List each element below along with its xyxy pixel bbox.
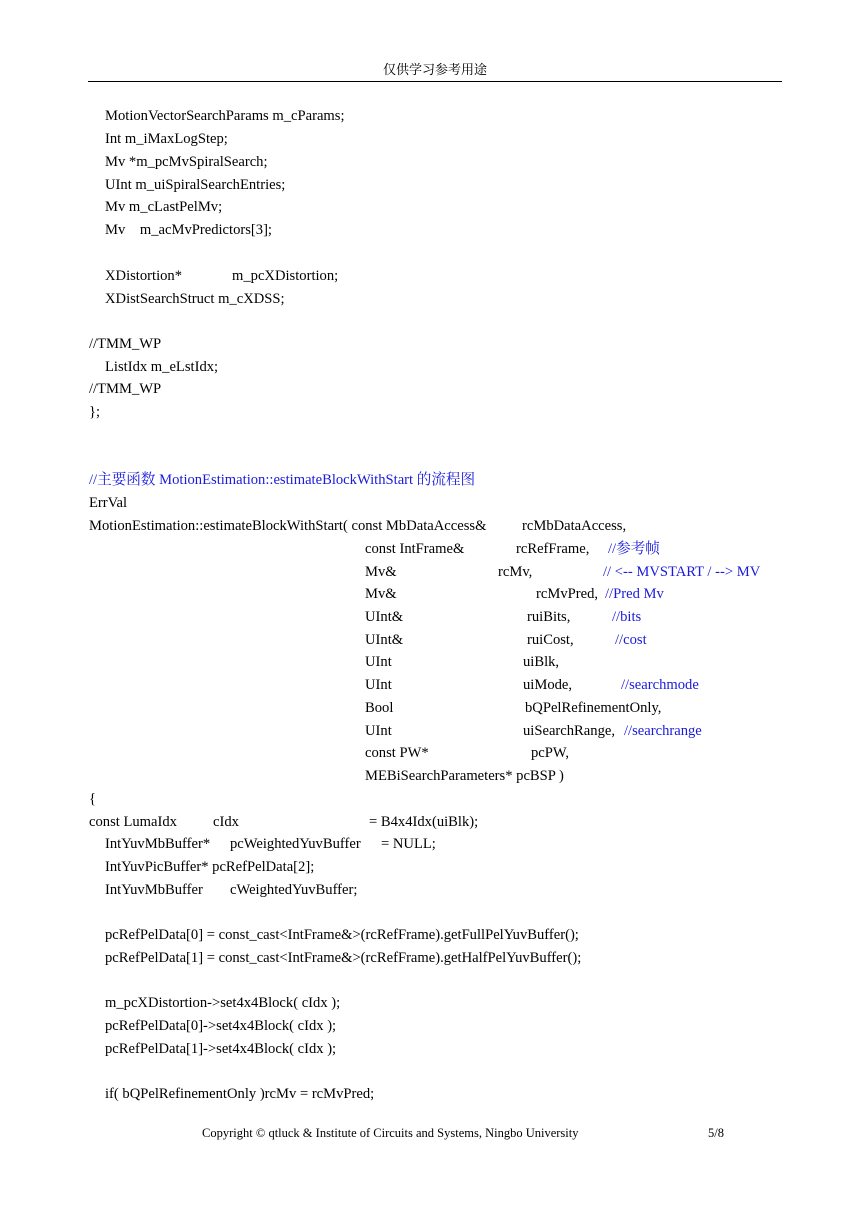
code-token: rcMbDataAccess, (522, 518, 627, 534)
param-name: rcMv, (498, 564, 533, 580)
param-type: UInt (365, 654, 392, 670)
code-token: = B4x4Idx(uiBlk); (369, 814, 479, 830)
code-token: = NULL; (381, 836, 436, 852)
param-type: MEBiSearchParameters* pcBSP ) (365, 768, 564, 784)
param-name: ruiBits, (527, 609, 571, 625)
code-line: Mv *m_pcMvSpiralSearch; (105, 154, 268, 170)
code-token: pcWeightedYuvBuffer (230, 836, 361, 852)
code-comment: //bits (612, 609, 642, 625)
code-line: pcRefPelData[0] = const_cast<IntFrame&>(rcRefFrame).getFullPelYuvBuffer(); (105, 927, 579, 943)
param-name: bQPelRefinementOnly, (525, 700, 662, 716)
param-type: UInt& (365, 632, 404, 648)
code-line: XDistSearchStruct m_cXDSS; (105, 291, 285, 307)
param-name: uiBlk, (523, 654, 560, 670)
param-name: pcPW, (531, 745, 569, 761)
code-comment: //Pred Mv (605, 586, 664, 602)
param-name: uiSearchRange, (523, 723, 615, 739)
param-name: uiMode, (523, 677, 573, 693)
param-type: Bool (365, 700, 394, 716)
code-comment: //参考帧 (608, 541, 660, 557)
param-name: rcRefFrame, (516, 541, 590, 557)
code-token: cWeightedYuvBuffer; (230, 882, 358, 898)
code-comment: //cost (615, 632, 647, 648)
param-type: UInt (365, 723, 392, 739)
code-token: IntYuvMbBuffer (105, 882, 203, 898)
code-line: MotionVectorSearchParams m_cParams; (105, 108, 345, 124)
footer-copyright: Copyright © qtluck & Institute of Circuits and Systems, Ningbo University (202, 1126, 579, 1140)
code-token: const LumaIdx (89, 814, 177, 830)
code-token: m_pcXDistortion; (232, 268, 339, 284)
code-token: XDistortion* (105, 268, 183, 284)
param-type: Mv& (365, 586, 397, 602)
param-type: UInt& (365, 609, 404, 625)
param-type: Mv& (365, 564, 397, 580)
code-token: MotionEstimation::estimateBlockWithStart( const MbDataAccess& (89, 518, 487, 534)
page-number: 5/8 (708, 1126, 724, 1140)
code-line: IntYuvPicBuffer* pcRefPelData[2]; (105, 859, 315, 875)
code-line: Int m_iMaxLogStep; (105, 131, 228, 147)
code-comment: //主要函数 MotionEstimation::estimateBlockWithStart 的流程图 (89, 472, 476, 488)
code-line: ListIdx m_eLstIdx; (105, 359, 219, 375)
code-comment: // <-- MVSTART / --> MV (603, 564, 761, 580)
code-token: cIdx (213, 814, 239, 830)
param-type: const IntFrame& (365, 541, 465, 557)
code-line: //TMM_WP (89, 336, 162, 352)
code-line: pcRefPelData[1] = const_cast<IntFrame&>(rcRefFrame).getHalfPelYuvBuffer(); (105, 950, 582, 966)
code-line: UInt m_uiSpiralSearchEntries; (105, 177, 286, 193)
code-line: m_pcXDistortion->set4x4Block( cIdx ); (105, 995, 341, 1011)
code-line: Mv m_acMvPredictors[3]; (105, 222, 272, 238)
param-name: ruiCost, (527, 632, 574, 648)
param-type: const PW* (365, 745, 429, 761)
param-type: UInt (365, 677, 392, 693)
code-comment: //searchrange (624, 723, 702, 739)
code-line: Mv m_cLastPelMv; (105, 199, 223, 215)
code-line: }; (89, 404, 101, 420)
param-name: rcMvPred, (536, 586, 599, 602)
code-line: { (89, 791, 97, 807)
code-line: //TMM_WP (89, 381, 162, 397)
code-comment: //searchmode (621, 677, 699, 693)
code-line: ErrVal (89, 495, 128, 511)
page-header: 仅供学习参考用途 (382, 63, 487, 78)
code-line: pcRefPelData[1]->set4x4Block( cIdx ); (105, 1041, 337, 1057)
header-divider (88, 81, 782, 82)
code-token: IntYuvMbBuffer* (105, 836, 211, 852)
code-line: if( bQPelRefinementOnly )rcMv = rcMvPred; (105, 1086, 375, 1102)
code-line: pcRefPelData[0]->set4x4Block( cIdx ); (105, 1018, 337, 1034)
